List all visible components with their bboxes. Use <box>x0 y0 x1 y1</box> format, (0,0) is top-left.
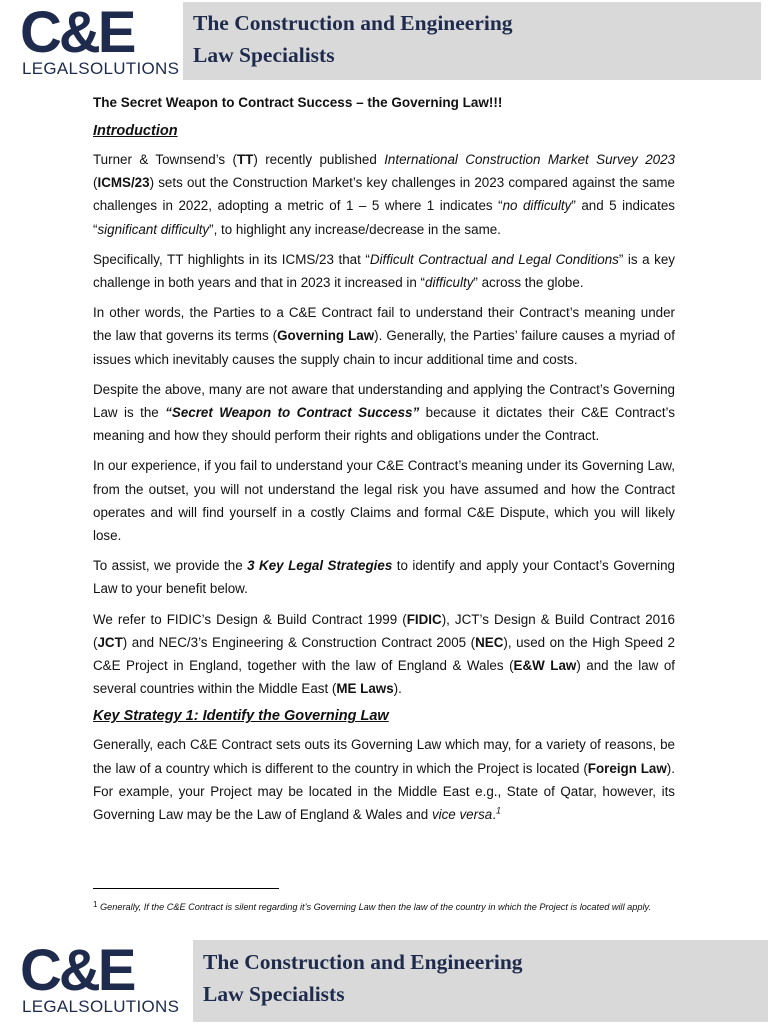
text-run: Despite the above, many are not aware that understanding and applying the Contract’s Governing Law is the <box>93 381 675 421</box>
bold-term: E&W Law <box>513 658 577 674</box>
bold-term: JCT <box>97 634 123 650</box>
paragraph-4 <box>93 378 675 448</box>
footer-tagline-box <box>193 940 768 1022</box>
text-run: ) and the law of several countries within the Middle East ( <box>93 658 675 697</box>
bold-term: Foreign Law <box>587 760 667 776</box>
italic-term: International Construction Market Survey 2023 <box>384 152 675 167</box>
tagline-line-2: Law Specialists <box>193 43 335 67</box>
text-run: Generally, each C&E Contract sets outs its Governing Law which may, for a variety of reasons, be the law of a country which is different to the country in which the Project is located ( <box>93 737 675 776</box>
italic-term: vice versa <box>431 807 493 823</box>
paragraph-1 <box>93 148 675 241</box>
logo-wordmark: C&E <box>20 0 134 65</box>
footnote-reference[interactable]: 1 <box>495 805 501 816</box>
logo-subtitle: LEGALSOLUTIONS <box>22 997 180 1016</box>
header-tagline <box>193 7 513 71</box>
text-run: to identify and apply your Contact’s Governing Law to your benefit below. <box>93 558 675 597</box>
bold-term: ME Laws <box>336 681 394 697</box>
text-run: We refer to FIDIC’s Design & Build Contract 1999 ( <box>93 611 407 627</box>
text-run: ). For example, your Project may be located in the Middle East e.g., State of Qatar, however, its Governing Law may be the Law of England & Wales and <box>93 760 675 823</box>
text-run: ). <box>393 681 402 697</box>
text-run: . <box>492 807 496 823</box>
tagline-line-2: Law Specialists <box>203 982 345 1006</box>
page-footer <box>0 938 768 1022</box>
page-header <box>0 0 768 84</box>
footer-tagline <box>203 946 523 1010</box>
text-run: ) recently published <box>253 152 385 167</box>
italic-term: Difficult Contractual and Legal Conditions <box>369 251 619 267</box>
heading-key-strategy-1: Key Strategy 1: Identify the Governing Law <box>93 708 389 725</box>
bold-term: TT <box>236 152 254 167</box>
text-run: ), JCT’s Design & Build Contract 2016 ( <box>93 611 675 650</box>
bold-term: FIDIC <box>406 611 442 627</box>
text-run: ” is a key challenge in both years and that in 2023 it increased in “ <box>93 251 675 291</box>
bold-italic-term: 3 Key Legal Strategies <box>247 558 393 574</box>
footnote-mark: 1 <box>93 900 98 909</box>
italic-term: no difficulty <box>502 198 572 214</box>
document-body <box>93 94 675 833</box>
text-run: because it dictates their C&E Contract’s meaning and how they should perform their rights and obligations under the Contract. <box>93 405 675 444</box>
text-run: ” across the globe. <box>473 275 584 291</box>
text-run: ) sets out the Construction Market’s key challenges in 2023 compared against the same challenges in 2022, adopting a metric of 1 – 5 where 1 indicates “ <box>93 175 675 214</box>
footnote-separator <box>93 888 279 889</box>
header-tagline-box <box>183 2 761 80</box>
document-title: The Secret Weapon to Contract Success – the Governing Law!!! <box>93 95 503 110</box>
italic-term: difficulty <box>425 275 474 291</box>
company-logo <box>20 938 180 1022</box>
text-run: In other words, the Parties to a C&E Contract fail to understand their Contract’s meaning under the law that governs its terms ( <box>93 305 675 344</box>
text-run: To assist, we provide the <box>93 558 248 574</box>
text-run: ). Generally, the Parties’ failure causes a myriad of issues which inevitably causes the supply chain to incur additional time and costs. <box>93 328 675 367</box>
tagline-line-1: The Construction and Engineering <box>203 950 523 974</box>
heading-introduction: Introduction <box>93 123 178 139</box>
text-run: ( <box>93 175 98 191</box>
logo-wordmark: C&E <box>20 938 134 1003</box>
company-logo <box>20 0 180 84</box>
paragraph-3 <box>93 301 675 371</box>
paragraph-5: In our experience, if you fail to understand your C&E Contract’s meaning under its Governing Law, from the outset, you will not understand the legal risk you have assumed and how the Contract operates and will find yourself in a costly Claims and formal C&E Dispute, which you will likely lose. <box>93 458 675 544</box>
text-run: Specifically, TT highlights in its ICMS/23 that “ <box>93 251 370 267</box>
text-run: Turner & Townsend’s ( <box>93 152 237 167</box>
text-run: ”, to highlight any increase/decrease in the same. <box>209 221 501 237</box>
bold-term: Governing Law <box>277 328 375 344</box>
footnote-text: Generally, If the C&E Contract is silent regarding it’s Governing Law then the law of the country in which the Project is located will apply. <box>97 902 652 912</box>
paragraph-2 <box>93 248 675 294</box>
paragraph-6 <box>93 554 675 600</box>
tagline-line-1: The Construction and Engineering <box>193 11 513 35</box>
italic-term: significant difficulty <box>97 221 210 237</box>
text-run: ) and NEC/3’s Engineering & Construction Contract 2005 ( <box>122 634 476 650</box>
footnote <box>93 898 675 914</box>
bold-italic-term: “Secret Weapon to Contract Success” <box>165 405 420 421</box>
bold-term: NEC <box>475 634 504 650</box>
text-run: ” and 5 indicates “ <box>93 198 675 237</box>
text-run: ), used on the High Speed 2 C&E Project in England, together with the law of England & Wales ( <box>93 634 675 674</box>
logo-subtitle: LEGALSOLUTIONS <box>22 59 180 78</box>
paragraph-8 <box>93 733 675 826</box>
bold-term: ICMS/23 <box>97 175 150 191</box>
paragraph-7 <box>93 608 675 701</box>
